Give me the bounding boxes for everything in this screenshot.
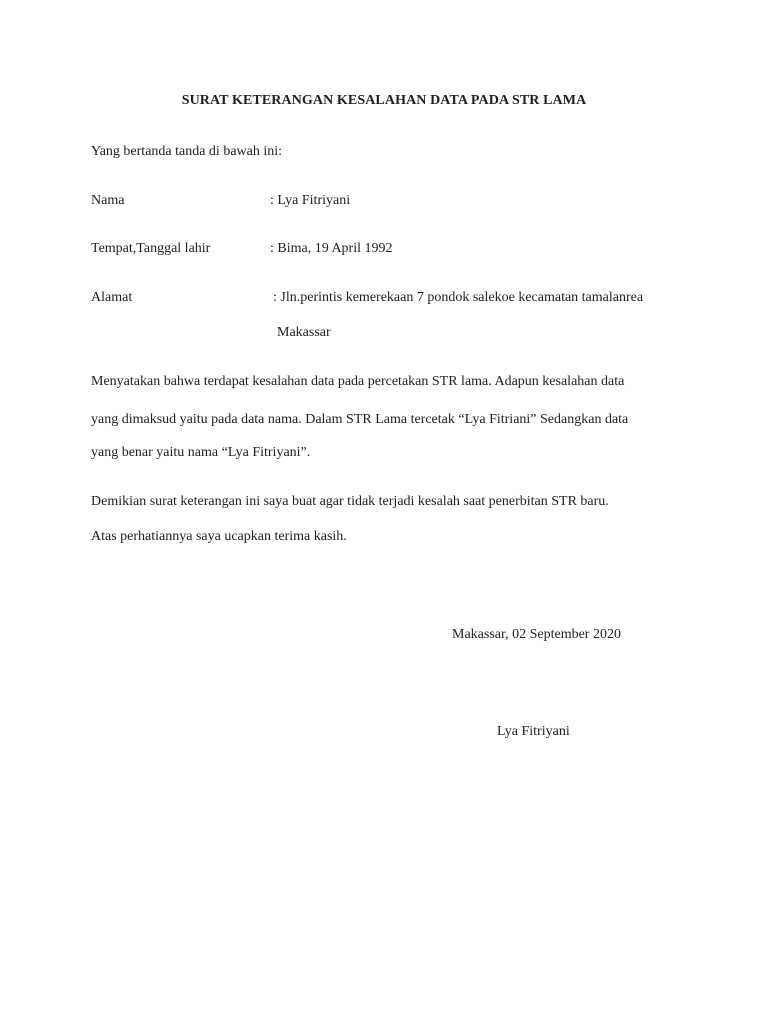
field-label-nama: Nama xyxy=(91,193,125,208)
field-label-birth: Tempat,Tanggal lahir xyxy=(91,241,211,256)
field-label-address: Alamat xyxy=(91,290,133,305)
document-title: SURAT KETERANGAN KESALAHAN DATA PADA STR LAMA xyxy=(181,93,587,108)
intro-text: Yang bertanda tanda di bawah ini: xyxy=(91,144,283,159)
paragraph2-line: Atas perhatiannya saya ucapkan terima kasih. xyxy=(91,529,347,544)
paragraph2-line: Demikian surat keterangan ini saya buat agar tidak terjadi kesalah saat penerbitan STR baru. xyxy=(91,494,609,509)
field-value-nama: : Lya Fitriyani xyxy=(270,193,351,208)
paragraph1-line: yang dimaksud yaitu pada data nama. Dalam STR Lama tercetak “Lya Fitriani” Sedangkan data xyxy=(91,412,629,427)
field-value-address: : Jln.perintis kemerekaan 7 pondok salekoe kecamatan tamalanrea xyxy=(273,290,644,305)
place-date: Makassar, 02 September 2020 xyxy=(452,627,621,642)
signatory-name: Lya Fitriyani xyxy=(497,724,570,739)
field-value-address-cont: Makassar xyxy=(277,325,331,340)
field-value-birth: : Bima, 19 April 1992 xyxy=(270,241,393,256)
paragraph1-line: yang benar yaitu nama “Lya Fitriyani”. xyxy=(91,445,311,460)
paragraph1-line: Menyatakan bahwa terdapat kesalahan data pada percetakan STR lama. Adapun kesalahan data xyxy=(91,374,625,389)
